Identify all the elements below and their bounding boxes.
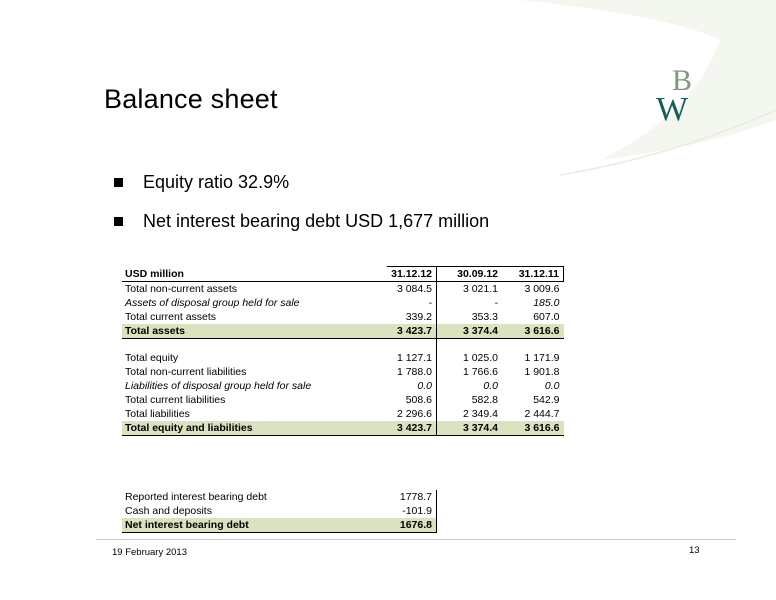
square-bullet-icon [114, 217, 123, 226]
cell-value: 0.0 [544, 380, 560, 392]
row-label: Reported interest bearing debt [125, 491, 267, 503]
header-col-30-09-12: 30.09.12 [437, 267, 503, 282]
row-label: Total equity and liabilities [122, 421, 387, 436]
row-label: Total non-current liabilities [125, 366, 247, 378]
row-label: Total equity [125, 352, 179, 364]
total-row [122, 324, 564, 339]
cell-value: 3 374.4 [437, 421, 503, 436]
cell-value: 1778.7 [387, 490, 437, 504]
table-header-row [122, 267, 564, 282]
cell-value: 3 374.4 [437, 324, 503, 339]
cell-value: 3 021.1 [462, 283, 498, 295]
cell-value: 2 349.4 [462, 408, 498, 420]
cell-value: -101.9 [387, 504, 437, 518]
cell-value: 607.0 [533, 311, 560, 323]
header-label: USD million [122, 267, 387, 282]
table-row [122, 379, 564, 393]
row-label: Total current liabilities [125, 394, 226, 406]
cell-value: 542.9 [533, 394, 560, 406]
table-row [122, 504, 437, 518]
row-label: Total current assets [125, 311, 217, 323]
table-row [122, 365, 564, 379]
cell-value: 3 616.6 [502, 421, 564, 436]
cell-value: - [494, 297, 498, 309]
footer-divider [96, 539, 736, 540]
row-label: Total assets [122, 324, 387, 339]
page-number: 13 [689, 545, 700, 556]
bullet-text: Net interest bearing debt USD 1,677 million [143, 210, 490, 231]
cell-value: 3 084.5 [387, 282, 437, 297]
total-row [122, 421, 564, 436]
cell-value: 1 025.0 [462, 352, 498, 364]
cell-value: 1676.8 [387, 518, 437, 533]
cell-value: 2 444.7 [524, 408, 560, 420]
row-label: Liabilities of disposal group held for sale [125, 380, 312, 392]
logo-letter-b: B [672, 64, 693, 97]
cell-value: 353.3 [471, 311, 498, 323]
cell-value: 3 423.7 [387, 324, 437, 339]
cell-value: 1 901.8 [524, 366, 560, 378]
net-debt-table [122, 490, 437, 533]
cell-value: 0.0 [483, 380, 498, 392]
table-row [122, 407, 564, 421]
table-row [122, 351, 564, 365]
cell-value: 2 296.6 [387, 407, 437, 421]
cell-value: 3 423.7 [387, 421, 437, 436]
row-label: Total non-current assets [125, 283, 238, 295]
cell-value: 1 788.0 [387, 365, 437, 379]
table-row [122, 296, 564, 310]
cell-value: - [387, 296, 437, 310]
table-row [122, 393, 564, 407]
cell-value: 339.2 [387, 310, 437, 324]
balance-sheet-table [122, 266, 564, 436]
row-label: Assets of disposal group held for sale [125, 297, 300, 309]
header-col-31-12-12: 31.12.12 [387, 267, 437, 282]
bullet-list [114, 164, 489, 242]
table-row [122, 282, 564, 297]
company-logo [654, 62, 710, 124]
table-row [122, 490, 437, 504]
total-row [122, 518, 437, 533]
table-row [122, 310, 564, 324]
cell-value: 582.8 [471, 394, 498, 406]
row-label: Cash and deposits [125, 505, 212, 517]
logo-letter-w: W [656, 91, 689, 124]
page-title: Balance sheet [104, 84, 278, 114]
cell-value: 1 171.9 [524, 352, 560, 364]
row-label: Total liabilities [125, 408, 190, 420]
cell-value: 3 009.6 [524, 283, 560, 295]
header-col-31-12-11: 31.12.11 [502, 267, 564, 282]
bullet-text: Equity ratio 32.9% [143, 171, 290, 192]
cell-value: 508.6 [387, 393, 437, 407]
row-label: Net interest bearing debt [122, 518, 387, 533]
cell-value: 1 127.1 [387, 351, 437, 365]
cell-value: 185.0 [533, 297, 560, 309]
cell-value: 1 766.6 [462, 366, 498, 378]
footer-date: 19 February 2013 [112, 547, 187, 558]
cell-value: 0.0 [387, 379, 437, 393]
cell-value: 3 616.6 [502, 324, 564, 339]
bullet-item [114, 203, 489, 239]
square-bullet-icon [114, 178, 123, 187]
bullet-item [114, 164, 489, 200]
spacer-row [122, 339, 564, 352]
